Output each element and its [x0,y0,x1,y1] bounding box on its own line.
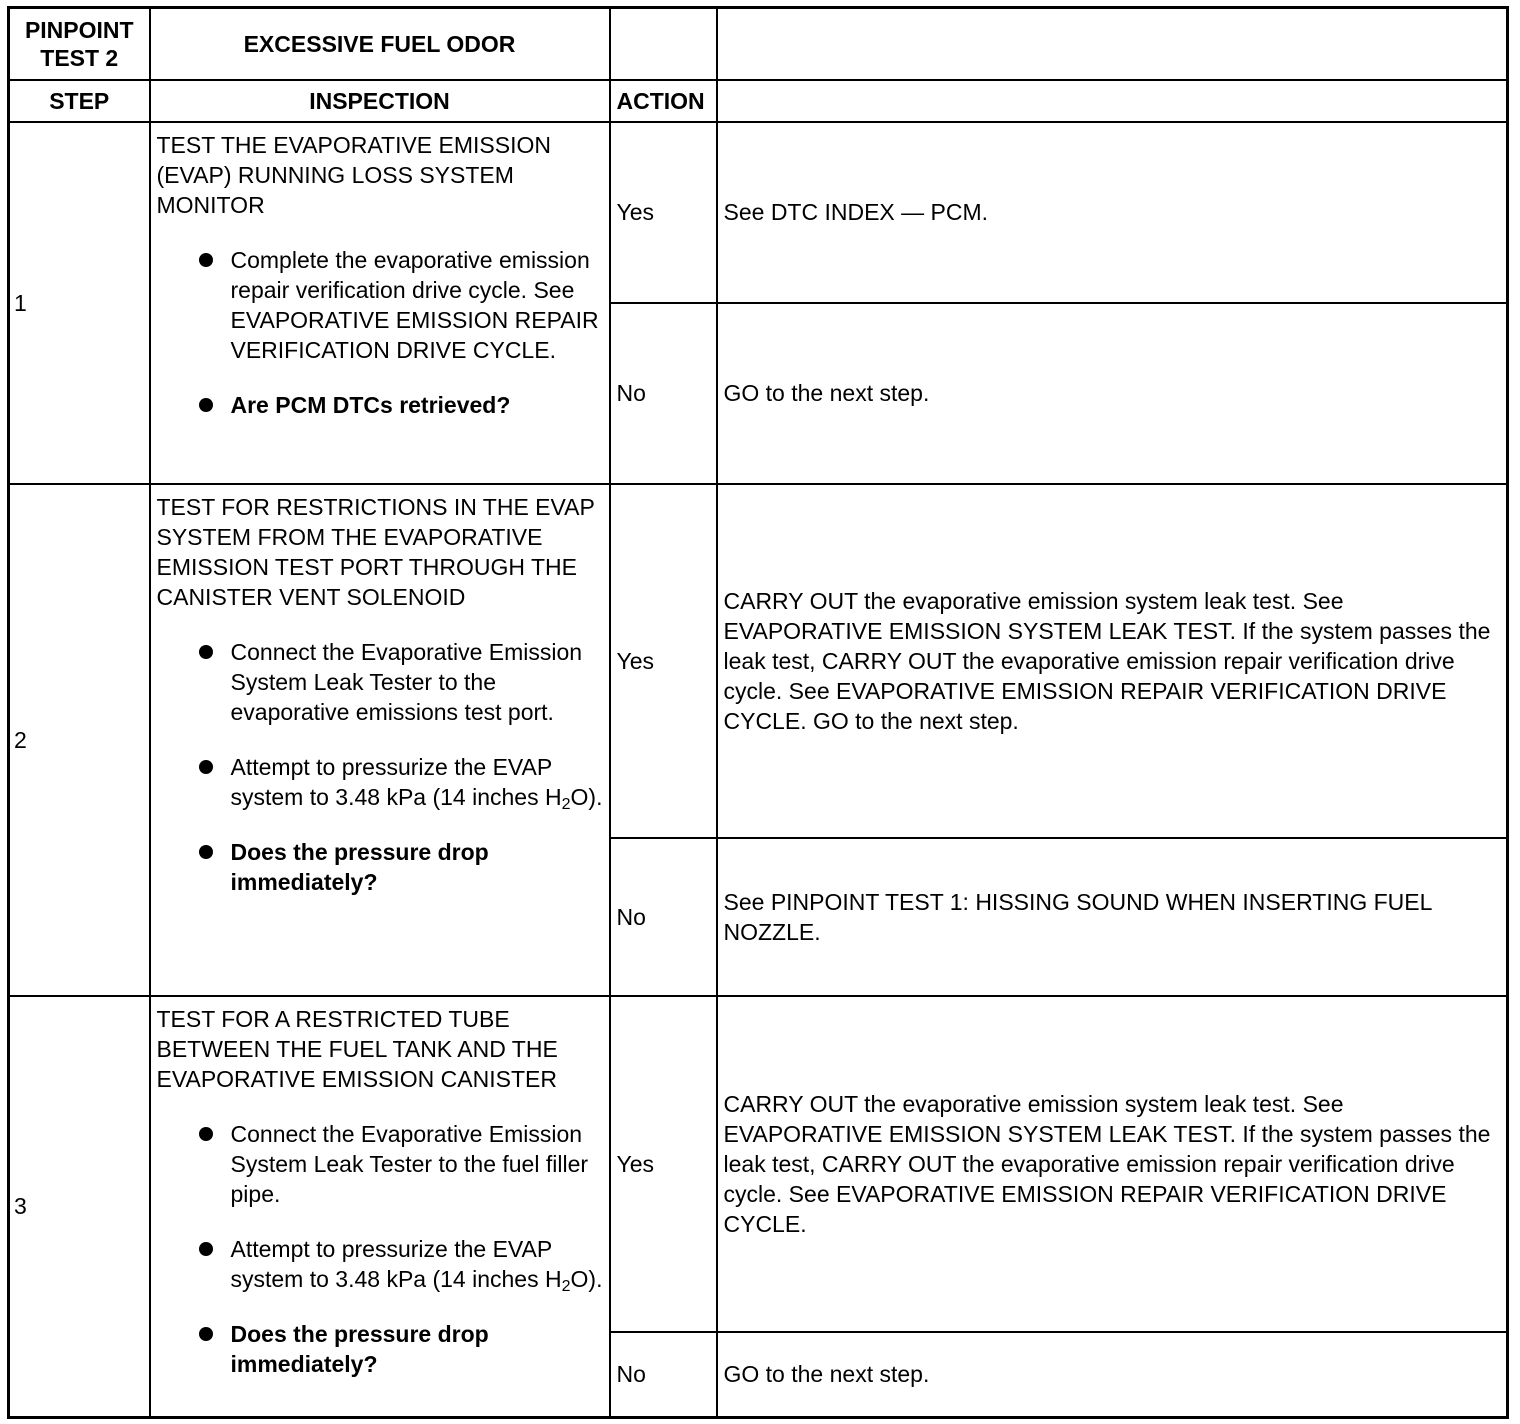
inspection-bullet [157,245,603,365]
bullet-text: Connect the Evaporative Emission System Leak Tester to the fuel filler pipe. [230,1120,589,1207]
bullet-text: O). [570,783,603,810]
subscript: 2 [561,1277,571,1295]
bullet-text: Does the pressure drop immediately? [230,1320,489,1377]
inspection-title: TEST FOR A RESTRICTED TUBE BETWEEN THE FUEL TANK AND THE EVAPORATIVE EMISSION CANISTER [156,1005,558,1092]
test-title: EXCESSIVE FUEL ODOR [150,8,610,80]
step-column-header: STEP [9,80,150,122]
inspection-question [157,1319,603,1379]
subscript: 2 [561,795,571,813]
bullet-icon [199,398,213,412]
no-label: No [610,838,717,996]
header-empty-cell [717,8,1508,80]
inspection-cell [150,122,610,484]
action-column-header: ACTION [610,80,717,122]
inspection-bullet [157,1119,603,1209]
bullet-icon [199,645,213,659]
no-label: No [610,303,717,484]
inspection-cell [150,996,610,1418]
yes-action: See DTC INDEX — PCM. [717,122,1508,303]
bullet-icon [199,1327,213,1341]
step-number: 3 [9,996,150,1418]
bullet-text: Complete the evaporative emission repair verification drive cycle. See EVAPORATIVE EMISSION REPAIR VERIFICATION DRIVE CYCLE. [230,246,599,363]
yes-label: Yes [610,484,717,838]
inspection-title: TEST THE EVAPORATIVE EMISSION (EVAP) RUNNING LOSS SYSTEM MONITOR [156,131,551,218]
bullet-text: O). [570,1265,603,1292]
pinpoint-test-table [7,6,1509,1419]
yes-action: CARRY OUT the evaporative emission system leak test. See EVAPORATIVE EMISSION SYSTEM LEAK TEST. If the system passes the leak test, CARRY OUT the evaporative emission repair verification drive cycle. See EVAPORATIVE EMISSION REPAIR VERIFICATION DRIVE CYCLE. GO to the next step. [717,484,1508,838]
yes-label: Yes [610,996,717,1332]
inspection-column-header: INSPECTION [150,80,610,122]
bullet-icon [199,1127,213,1141]
bullet-text: Attempt to pressurize the EVAP system to 3.48 kPa (14 inches H [230,1235,562,1292]
bullet-icon [199,1242,213,1256]
inspection-bullet [157,752,603,812]
header-empty-cell [717,80,1508,122]
bullet-icon [199,760,213,774]
inspection-question [157,390,603,420]
step-number: 2 [9,484,150,996]
bullet-text: Are PCM DTCs retrieved? [230,391,511,418]
bullet-text: Does the pressure drop immediately? [230,838,489,895]
inspection-bullet [157,637,603,727]
inspection-cell [150,484,610,996]
header-empty-cell [610,8,717,80]
no-label: No [610,1332,717,1418]
no-action: GO to the next step. [717,1332,1508,1418]
bullet-text: Attempt to pressurize the EVAP system to 3.48 kPa (14 inches H [230,753,562,810]
yes-action: CARRY OUT the evaporative emission system leak test. See EVAPORATIVE EMISSION SYSTEM LEAK TEST. If the system passes the leak test, CARRY OUT the evaporative emission repair verification drive cycle. See EVAPORATIVE EMISSION REPAIR VERIFICATION DRIVE CYCLE. [717,996,1508,1332]
bullet-icon [199,253,213,267]
pinpoint-test-label: PINPOINT TEST 2 [9,8,150,80]
inspection-question [157,837,603,897]
inspection-title: TEST FOR RESTRICTIONS IN THE EVAP SYSTEM FROM THE EVAPORATIVE EMISSION TEST PORT THROUGH THE CANISTER VENT SOLENOID [156,493,595,610]
bullet-text: Connect the Evaporative Emission System Leak Tester to the evaporative emissions test port. [230,638,583,725]
no-action: See PINPOINT TEST 1: HISSING SOUND WHEN INSERTING FUEL NOZZLE. [717,838,1508,996]
bullet-icon [199,845,213,859]
yes-label: Yes [610,122,717,303]
step-number: 1 [9,122,150,484]
inspection-bullet [157,1234,603,1294]
no-action: GO to the next step. [717,303,1508,484]
